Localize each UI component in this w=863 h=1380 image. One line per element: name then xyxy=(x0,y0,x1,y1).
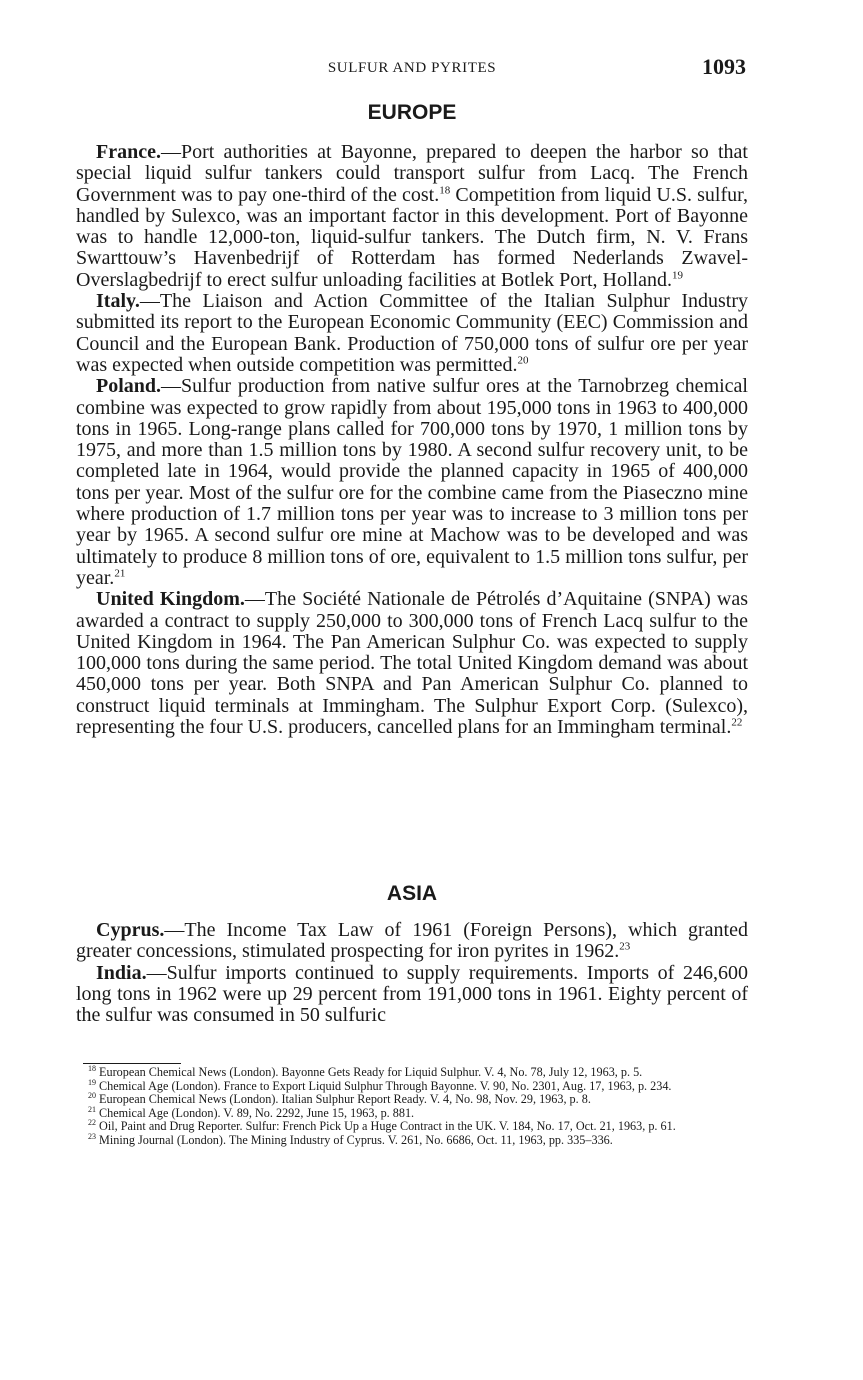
paragraph-united-kingdom xyxy=(76,589,748,738)
footnotes xyxy=(76,1063,752,1148)
footnote-number: 19 xyxy=(88,1077,96,1087)
page-number: 1093 xyxy=(702,54,746,79)
footnote xyxy=(76,1063,752,1080)
paragraph-india xyxy=(76,963,748,1027)
paragraph-text: Competition from liquid U.S. sulfur, handled by Sulexco, was an important factor in this development. Port of Bayonne was to handle 12,000-ton, liquid-sulfur tankers. The Dutch firm, N. V. Frans Swarttouw’s Havenbedrijf of Rotterdam has formed Nederlands Zwavel-Overslagbedrijf to erect sulfur unloading facilities at Botlek Port, Holland. xyxy=(76,183,748,291)
country-name: France. xyxy=(96,141,161,163)
asia-section-body xyxy=(76,920,748,1026)
running-head: SULFUR AND PYRITES xyxy=(327,60,497,76)
country-name: Cyprus. xyxy=(96,919,165,941)
paragraph-text: —Sulfur imports continued to supply requirements. Imports of 246,600 long tons in 1962 were up 29 percent from 191,000 tons in 1961. Eighty percent of the sulfur was consumed in 50 sulfuric xyxy=(76,961,748,1027)
page-header xyxy=(76,54,748,82)
section-heading-europe: EUROPE xyxy=(367,101,457,124)
country-name: United Kingdom. xyxy=(96,588,245,611)
country-name: Poland. xyxy=(96,375,162,398)
paragraph-poland xyxy=(76,376,748,589)
paragraph-text: —The Income Tax Law of 1961 (Foreign Persons), which granted greater concessions, stimulated prospecting for iron pyrites in 1962. xyxy=(76,919,748,963)
footnote-text: Mining Journal (London). The Mining Industry of Cyprus. V. 261, No. 6686, Oct. 11, 1963, pp. 335–336. xyxy=(99,1132,613,1147)
paragraph-text: —Sulfur production from native sulfur ores at the Tarnobrzeg chemical combine was expected to grow rapidly from about 195,000 tons in 1963 to 400,000 tons in 1965. Long-range plans called for 700,000 tons by 1970, 1 million tons by 1975, and more than 1.5 million tons by 1980. A second sulfur recovery unit, to be completed late in 1964, would provide the planned capacity in 1965 of 400,000 tons per year. Most of the sulfur ore for the combine came from the Piaseczno mine where production of 1.7 million tons per year was to increase to 3 million tons per year by 1965. A second sulfur ore mine at Machow was to be developed and was ultimately to produce 8 million tons of ore, equivalent to 1.5 million tons sulfur, per year. xyxy=(76,375,748,589)
europe-section-body xyxy=(76,142,748,738)
footnote-ref: 20 xyxy=(517,354,529,367)
footnote-number: 20 xyxy=(88,1091,96,1101)
footnote-divider xyxy=(83,1063,181,1064)
footnote-ref: 19 xyxy=(671,269,683,282)
country-name: India. xyxy=(96,961,147,984)
footnote-ref: 22 xyxy=(731,716,743,729)
paragraph-text: —The Société Nationale de Pétrolés d’Aquitaine (SNPA) was awarded a contract to supply 250,000 to 300,000 tons of French Lacq sulfur to the United Kingdom in 1964. The Pan American Sulphur Co. was expected to supply 100,000 tons during the same period. The total United Kingdom demand was about 450,000 tons per year. Both SNPA and Pan American Sulphur Co. planned to construct liquid terminals at Immingham. The Sulphur Export Corp. (Sulexco), representing the four U.S. producers, cancelled plans for an Immingham terminal. xyxy=(76,588,748,739)
paragraph-text: —Port authorities at Bayonne, prepared to deepen the harbor so that special liquid sulfur tankers could transport sulfur from Lacq. The French Government was to pay one-third of the cost. xyxy=(76,141,748,206)
footnote-text: Chemical Age (London). France to Export Liquid Sulphur Through Bayonne. V. 90, No. 2301, Aug. 17, 1963, p. 234. xyxy=(99,1078,672,1093)
footnote xyxy=(76,1131,752,1148)
footnote-text: Oil, Paint and Drug Reporter. Sulfur: French Pick Up a Huge Contract in the UK. V. 184, No. 17, Oct. 21, 1963, p. 61. xyxy=(99,1119,676,1134)
paragraph-text: —The Liaison and Action Committee of the Italian Sulphur Industry submitted its report to the European Economic Community (EEC) Commission and Council and the European Bank. Production of 750,000 tons of sulfur ore per year was expected when outside competition was permitted. xyxy=(76,290,748,376)
footnote-number: 23 xyxy=(88,1131,96,1141)
footnote xyxy=(76,1093,752,1107)
footnote-text: European Chemical News (London). Bayonne Gets Ready for Liquid Sulphur. V. 4, No. 78, July 12, 1963, p. 5. xyxy=(99,1065,643,1079)
footnote xyxy=(76,1120,752,1134)
footnote-text: European Chemical News (London). Italian Sulphur Report Ready. V. 4, No. 98, Nov. 29, 1963, p. 8. xyxy=(99,1092,591,1107)
country-name: Italy. xyxy=(96,290,140,313)
section-heading-asia: ASIA xyxy=(386,882,438,905)
footnote-number: 18 xyxy=(88,1063,96,1073)
footnote-number: 22 xyxy=(88,1118,96,1128)
footnote-text: Chemical Age (London). V. 89, No. 2292, June 15, 1963, p. 881. xyxy=(99,1105,415,1120)
footnote-number: 21 xyxy=(88,1104,96,1114)
footnote-ref: 23 xyxy=(619,940,631,953)
paragraph-cyprus xyxy=(76,920,748,963)
footnote-ref: 18 xyxy=(439,183,451,196)
paragraph-france xyxy=(76,142,748,291)
paragraph-italy xyxy=(76,291,748,376)
footnote-ref: 21 xyxy=(114,567,126,580)
